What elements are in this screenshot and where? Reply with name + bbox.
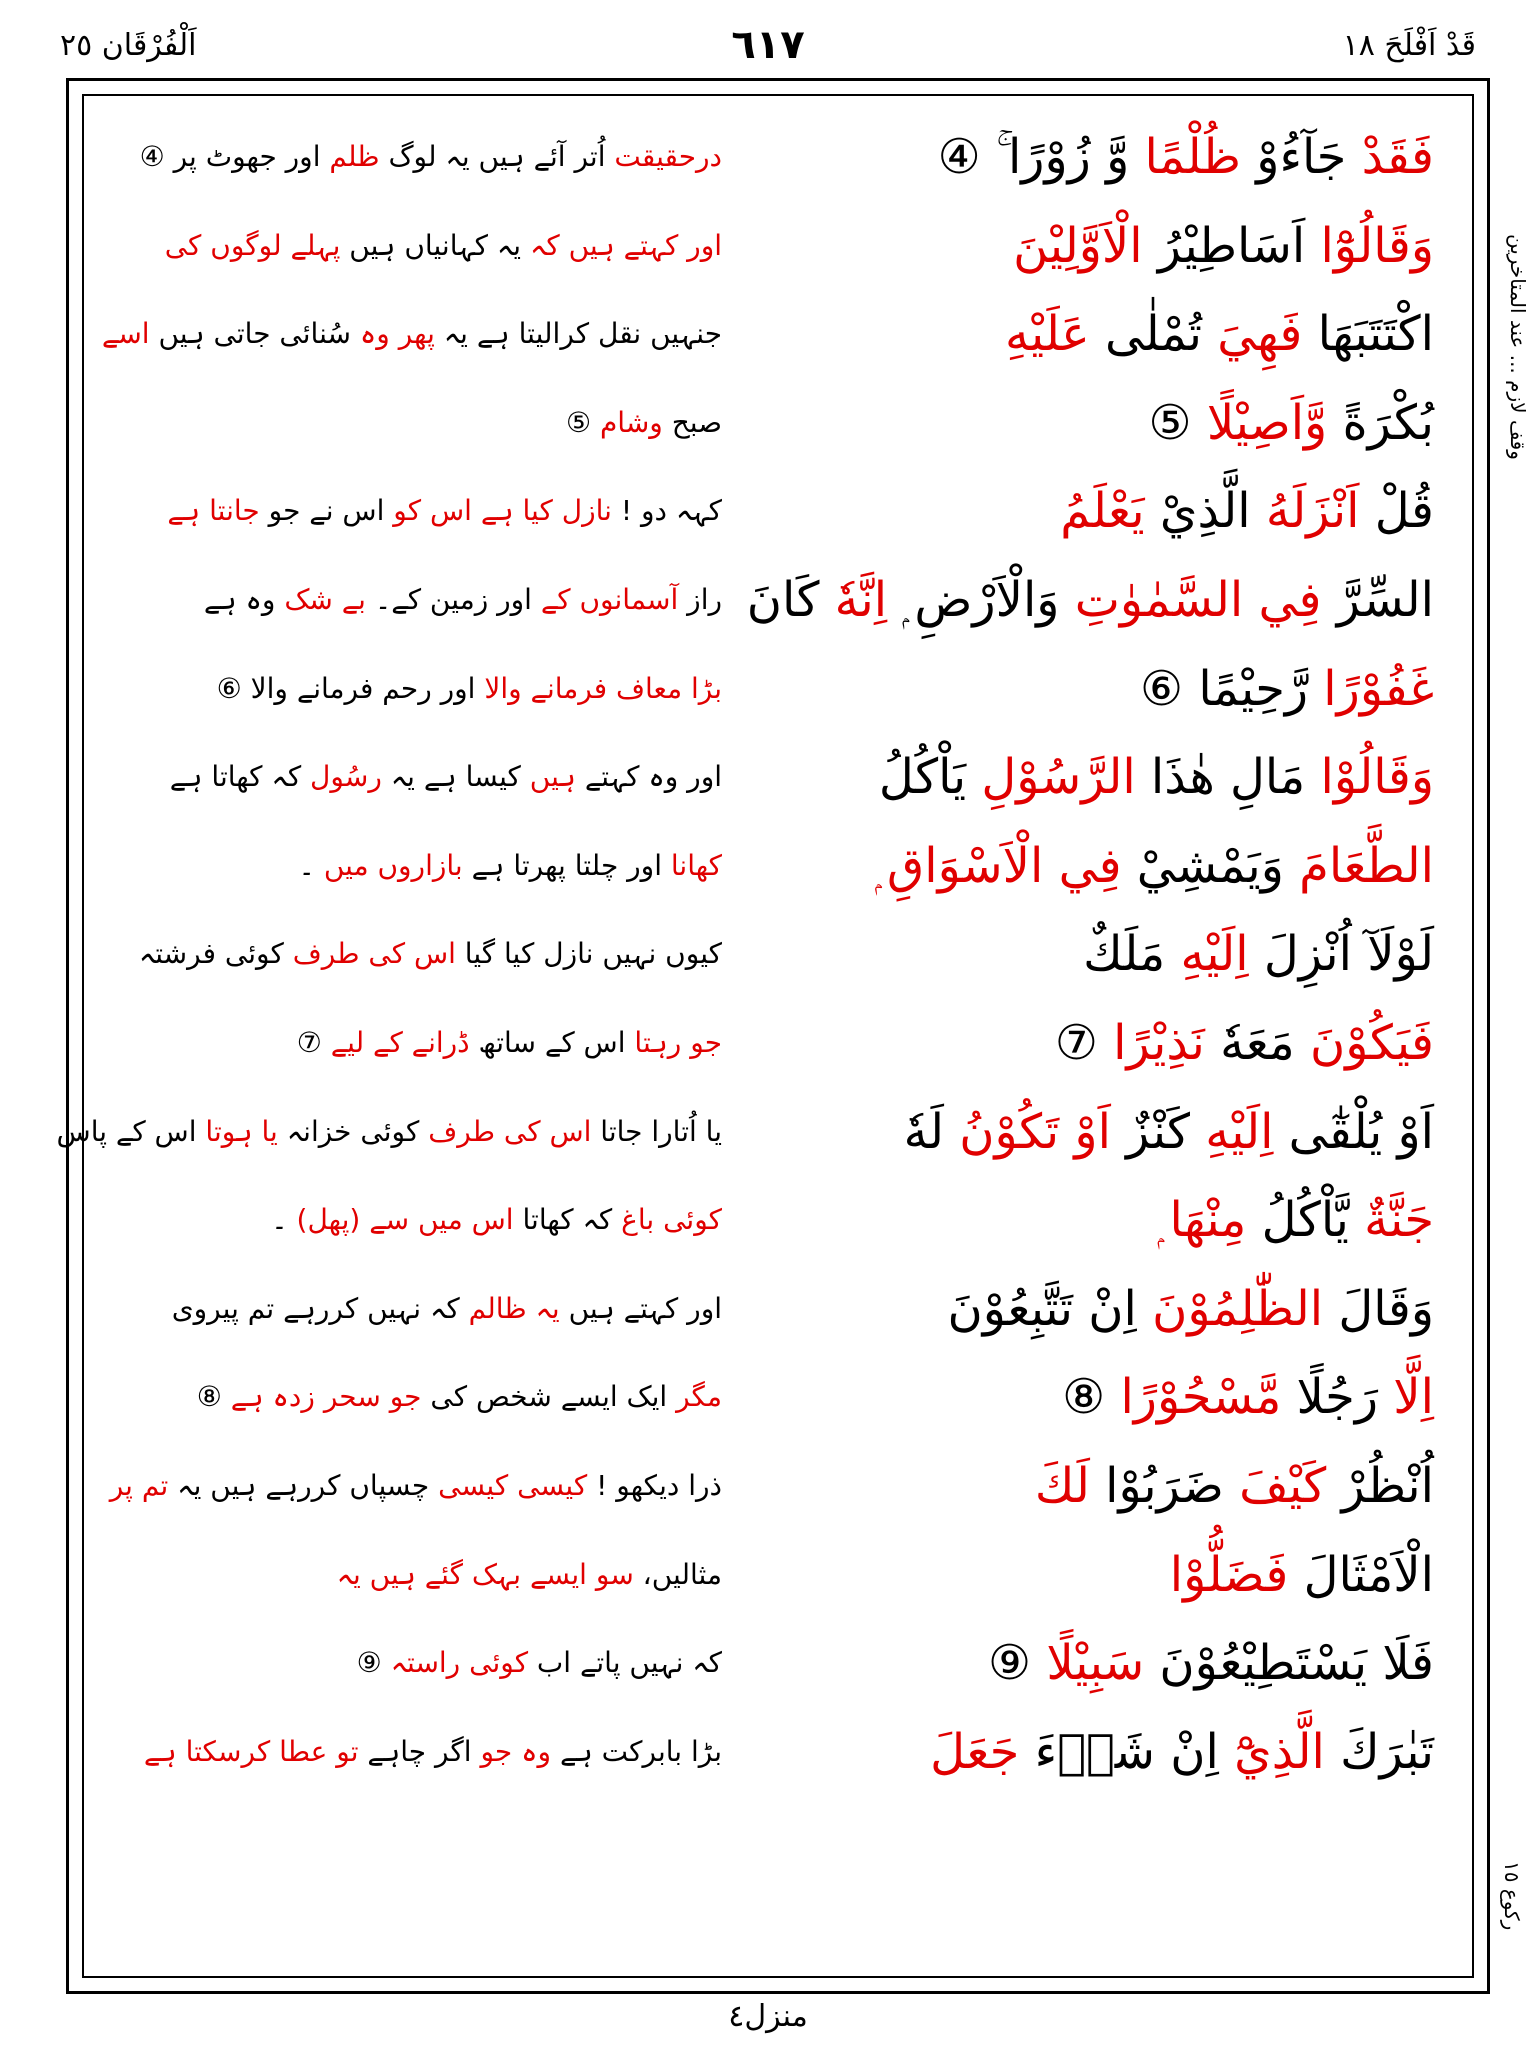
urdu-segment: یہ کہانیاں ہیں bbox=[340, 228, 522, 262]
arabic-segment: وَّاَصِيْلًا bbox=[1191, 394, 1328, 451]
urdu-segment: آسمانوں کے bbox=[531, 583, 679, 616]
urdu-segment: اس کے پاس bbox=[56, 1114, 197, 1148]
urdu-segment: ایک ایسے شخص کی bbox=[421, 1380, 668, 1414]
urdu-translation-line bbox=[122, 1000, 722, 1086]
arabic-segment: ظُلْمًا bbox=[1129, 129, 1241, 185]
arabic-segment: لَهٗ bbox=[903, 1103, 944, 1160]
verse-row bbox=[82, 734, 1474, 820]
arabic-segment: كَيْفَ bbox=[1223, 1458, 1327, 1514]
urdu-translation-line bbox=[109, 1443, 722, 1529]
urdu-segment: مگر bbox=[667, 1380, 722, 1414]
urdu-segment: کیسی کیسی bbox=[429, 1469, 588, 1502]
urdu-segment: تو عطا کرسکتا ہے bbox=[143, 1734, 359, 1768]
arabic-segment: اَوْ تَكُوْنُ bbox=[943, 1103, 1111, 1160]
arabic-segment: فِي السَّمٰوٰتِ bbox=[1059, 572, 1322, 628]
urdu-segment: صبح bbox=[662, 405, 722, 439]
arabic-segment: اِنَّهٗ bbox=[819, 572, 888, 628]
arabic-segment: اُنْظُرْ bbox=[1326, 1458, 1434, 1514]
urdu-segment: ظلم bbox=[320, 140, 380, 173]
urdu-segment: ⑧ bbox=[196, 1380, 222, 1414]
arabic-line bbox=[754, 911, 1434, 997]
urdu-segment: اور کہتے ہیں کہ bbox=[521, 228, 722, 262]
arabic-segment: ضَرَبُوْا bbox=[1089, 1458, 1224, 1514]
verse-row bbox=[82, 557, 1474, 643]
urdu-segment: کہہ دو ! bbox=[611, 494, 722, 528]
arabic-line bbox=[754, 1532, 1434, 1618]
urdu-segment: جو رہتا bbox=[625, 1026, 722, 1059]
urdu-segment: کوئی باغ bbox=[612, 1203, 722, 1237]
arabic-segment: تَبٰرَكَ bbox=[1324, 1723, 1434, 1780]
arabic-segment: وَالْاَرْضِ ۭ bbox=[887, 572, 1060, 628]
arabic-line bbox=[754, 1000, 1434, 1086]
arabic-line bbox=[754, 468, 1434, 554]
urdu-segment: اس میں سے (پھل) bbox=[296, 1203, 514, 1237]
urdu-segment: اور جھوٹ پر ④ bbox=[139, 140, 321, 173]
arabic-segment: وَقَالُوْا bbox=[1305, 749, 1434, 806]
urdu-segment: کوئی فرشتہ bbox=[138, 937, 284, 971]
arabic-segment: مِنْهَا ۭ bbox=[1157, 1192, 1247, 1249]
urdu-segment: اسے bbox=[101, 317, 150, 351]
verse-row bbox=[82, 911, 1474, 997]
urdu-translation-line bbox=[122, 823, 722, 909]
arabic-line bbox=[754, 203, 1434, 289]
arabic-segment: ⑦ bbox=[1054, 1015, 1098, 1071]
arabic-segment: مَعَهٗ bbox=[1204, 1015, 1295, 1071]
arabic-segment: وَقَالَ bbox=[1323, 1280, 1434, 1337]
verse-row bbox=[82, 646, 1474, 732]
arabic-segment: كَانَ bbox=[746, 572, 820, 628]
urdu-segment: اس کے ساتھ bbox=[469, 1026, 626, 1059]
urdu-segment: وہ جو bbox=[471, 1734, 552, 1768]
urdu-translation-line bbox=[122, 1354, 722, 1440]
verse-row bbox=[82, 1532, 1474, 1618]
urdu-segment: یا اُتارا جاتا bbox=[591, 1114, 722, 1148]
urdu-segment: کیوں نہیں نازل کیا گیا bbox=[455, 937, 722, 971]
urdu-segment: بڑا معاف فرمانے والا bbox=[475, 671, 722, 705]
urdu-segment: کھانا bbox=[662, 848, 722, 882]
verse-row bbox=[82, 1443, 1474, 1529]
arabic-segment: اِنْ تَتَّبِعُوْنَ bbox=[947, 1280, 1137, 1337]
verse-row bbox=[82, 380, 1474, 466]
urdu-segment: ڈرانے کے لیے bbox=[321, 1026, 470, 1059]
arabic-segment: فَيَكُوْنَ bbox=[1294, 1015, 1434, 1071]
arabic-line bbox=[754, 823, 1434, 909]
margin-note-top: وقف لازم ... عند المتاخرین bbox=[1506, 234, 1530, 460]
urdu-segment: اور کہتے ہیں bbox=[559, 1291, 722, 1325]
urdu-translation-line bbox=[122, 114, 722, 200]
header-surah-juz: قَدْ اَفْلَحَ ١٨ bbox=[1342, 28, 1476, 63]
footer-manzil: منزل٤ bbox=[728, 1999, 808, 2034]
arabic-segment: مَلَكٌ bbox=[1083, 926, 1166, 983]
arabic-segment: مَّسْحُوْرًا bbox=[1105, 1369, 1282, 1426]
arabic-segment: يَاْكُلُ bbox=[878, 749, 967, 806]
urdu-segment: کہ کھاتا bbox=[513, 1203, 613, 1237]
arabic-line bbox=[746, 557, 1434, 643]
verse-row bbox=[82, 203, 1474, 289]
urdu-translation-line bbox=[122, 911, 722, 997]
arabic-segment: ⑧ bbox=[1062, 1369, 1106, 1426]
arabic-segment: فِي الْاَسْوَاقِ bbox=[875, 837, 1122, 894]
urdu-segment: اور وہ کہتے bbox=[575, 760, 722, 794]
urdu-translation-line bbox=[122, 1532, 722, 1618]
urdu-translation-line bbox=[122, 1709, 722, 1795]
arabic-segment: يَعْلَمُ bbox=[1060, 483, 1145, 540]
arabic-segment: لَوْلَآ اُنْزِلَ bbox=[1248, 926, 1434, 983]
urdu-translation-line bbox=[122, 203, 722, 289]
arabic-segment: جَآءُوْ bbox=[1241, 129, 1347, 185]
arabic-segment: ⑤ bbox=[1148, 394, 1192, 451]
arabic-segment: اِنْ شَاۗءَ bbox=[1019, 1723, 1219, 1780]
urdu-segment: کہ نہیں پاتے اب bbox=[528, 1646, 722, 1680]
urdu-segment: اس کی طرف bbox=[419, 1114, 592, 1148]
urdu-segment: جو سحر زدہ ہے bbox=[221, 1380, 422, 1414]
urdu-segment: درحقیقت bbox=[605, 140, 722, 173]
arabic-segment: لَكَ bbox=[1034, 1458, 1090, 1514]
urdu-segment: رسُول bbox=[301, 760, 382, 794]
arabic-segment: عَلَيْهِ bbox=[1004, 306, 1090, 363]
margin-note-ruku: رکوع ١٥ bbox=[1500, 1860, 1524, 1930]
urdu-segment: پہلے لوگوں کی bbox=[164, 228, 341, 262]
arabic-segment: نَذِيْرًا bbox=[1097, 1015, 1205, 1071]
arabic-line bbox=[754, 1443, 1434, 1529]
arabic-line bbox=[754, 1089, 1434, 1175]
verse-row bbox=[82, 291, 1474, 377]
urdu-segment: کہ نہیں کررہے تم پیروی bbox=[171, 1291, 460, 1325]
urdu-segment: ۔ bbox=[271, 1203, 297, 1237]
arabic-segment: وَّ زُوْرًا ۚ ④ bbox=[937, 129, 1130, 185]
urdu-segment: وہ ہے bbox=[203, 583, 276, 616]
arabic-segment: اِلَيْهِ bbox=[1189, 1103, 1274, 1160]
urdu-segment: کوئی خزانہ bbox=[277, 1114, 420, 1148]
arabic-segment: غَفُوْرًا bbox=[1308, 660, 1434, 717]
urdu-segment: اُتر آئے ہیں یہ لوگ bbox=[379, 140, 606, 173]
arabic-segment: اكْتَتَبَهَا bbox=[1302, 306, 1434, 363]
verse-row bbox=[82, 1000, 1474, 1086]
arabic-segment: الَّذِيْٓ bbox=[1218, 1723, 1325, 1780]
urdu-segment: مثالیں، bbox=[633, 1557, 722, 1591]
urdu-segment: کوئی راستہ bbox=[381, 1646, 529, 1680]
urdu-translation-line bbox=[122, 557, 722, 643]
urdu-segment: ⑦ bbox=[296, 1026, 322, 1059]
urdu-segment: چسپاں کررہے ہیں یہ bbox=[168, 1469, 430, 1502]
arabic-segment: السِّرَّ bbox=[1321, 572, 1434, 628]
arabic-segment: اِلَيْهِ bbox=[1165, 926, 1249, 983]
arabic-segment: الرَّسُوْلِ bbox=[966, 749, 1136, 806]
urdu-segment: بازاروں میں bbox=[323, 848, 463, 882]
arabic-segment: الْاَوَّلِيْنَ bbox=[1013, 217, 1143, 274]
urdu-translation-line bbox=[122, 468, 722, 554]
urdu-segment: اس نے جو bbox=[259, 494, 385, 528]
verse-row bbox=[82, 114, 1474, 200]
verse-row bbox=[82, 1266, 1474, 1352]
urdu-segment: سُنائی جاتی ہیں bbox=[149, 317, 351, 351]
verse-row bbox=[82, 823, 1474, 909]
urdu-translation-line bbox=[56, 1089, 722, 1175]
arabic-segment: قُلْ bbox=[1359, 483, 1434, 540]
arabic-segment: الظّٰلِمُوْنَ bbox=[1136, 1280, 1324, 1337]
arabic-line bbox=[754, 1709, 1434, 1795]
header-surah-name: اَلْفُرْقَان ٢٥ bbox=[60, 28, 197, 63]
urdu-translation-line bbox=[122, 734, 722, 820]
verse-row bbox=[82, 468, 1474, 554]
urdu-segment: اور رحم فرمانے والا ⑥ bbox=[216, 671, 476, 705]
verse-row bbox=[82, 1620, 1474, 1706]
urdu-segment: ⑨ bbox=[356, 1646, 382, 1680]
arabic-segment: ⑨ bbox=[988, 1635, 1032, 1692]
arabic-segment: اِلَّا bbox=[1378, 1369, 1434, 1426]
arabic-segment: الْاَمْثَالَ bbox=[1288, 1546, 1434, 1603]
arabic-segment: اَسَاطِيْرُ bbox=[1142, 217, 1306, 274]
page-number: ٦١٧ bbox=[731, 22, 805, 68]
arabic-segment: رَّحِيْمًا ⑥ bbox=[1140, 660, 1309, 717]
verse-row bbox=[82, 1709, 1474, 1795]
arabic-segment: فَضَلُّوْا bbox=[1169, 1546, 1289, 1603]
arabic-line bbox=[754, 1354, 1434, 1440]
urdu-segment: یہ ظالم bbox=[459, 1291, 560, 1325]
arabic-segment: الَّذِيْ bbox=[1144, 483, 1251, 540]
urdu-segment: ۔ bbox=[298, 848, 324, 882]
arabic-segment: وَقَالُوْٓا bbox=[1305, 217, 1434, 274]
verse-row bbox=[82, 1354, 1474, 1440]
arabic-segment: سَبِيْلًا bbox=[1031, 1635, 1145, 1692]
arabic-segment: جَعَلَ bbox=[930, 1723, 1020, 1780]
arabic-segment: جَنَّةٌ bbox=[1348, 1192, 1434, 1249]
urdu-segment: وشام bbox=[591, 405, 663, 439]
arabic-line bbox=[754, 1266, 1434, 1352]
arabic-line bbox=[754, 734, 1434, 820]
urdu-translation-line bbox=[122, 646, 722, 732]
verse-row bbox=[56, 1089, 1474, 1175]
urdu-segment: اور زمین کے۔ bbox=[365, 583, 532, 616]
arabic-segment: الطَّعَامَ bbox=[1283, 837, 1434, 894]
arabic-line bbox=[754, 291, 1434, 377]
urdu-segment: تم پر bbox=[109, 1469, 169, 1502]
urdu-segment: کیسا ہے یہ bbox=[381, 760, 521, 794]
urdu-segment: ذرا دیکھو ! bbox=[587, 1469, 722, 1502]
urdu-segment: پھر وہ bbox=[350, 317, 435, 351]
arabic-segment: كَنْزٌ bbox=[1110, 1103, 1190, 1160]
urdu-segment: بڑا بابرکت ہے bbox=[551, 1734, 722, 1768]
urdu-translation-line bbox=[101, 291, 722, 377]
urdu-segment: جانتا ہے bbox=[167, 494, 260, 528]
urdu-segment: بے شک bbox=[275, 583, 366, 616]
urdu-translation-line bbox=[122, 380, 722, 466]
arabic-segment: يَّاْكُلُ bbox=[1246, 1192, 1349, 1249]
arabic-segment: تُمْلٰى bbox=[1089, 306, 1202, 363]
urdu-segment: کہ کھاتا ہے bbox=[169, 760, 302, 794]
arabic-segment: بُكْرَةً bbox=[1327, 394, 1434, 451]
arabic-segment: رَجُلًا bbox=[1281, 1369, 1379, 1426]
arabic-line bbox=[754, 1177, 1434, 1263]
urdu-segment: اس کی طرف bbox=[283, 937, 456, 971]
urdu-segment: ⑤ bbox=[565, 405, 592, 439]
urdu-segment: نازل کیا ہے اس کو bbox=[384, 494, 612, 528]
arabic-segment: اَنْزَلَهُ bbox=[1250, 483, 1360, 540]
arabic-segment: مَالِ هٰذَا bbox=[1135, 749, 1306, 806]
urdu-segment: اور چلتا پھرتا ہے bbox=[462, 848, 662, 882]
arabic-segment: وَيَمْشِيْ bbox=[1121, 837, 1284, 894]
urdu-translation-line bbox=[122, 1620, 722, 1706]
arabic-line bbox=[754, 1620, 1434, 1706]
urdu-segment: یا ہوتا bbox=[196, 1114, 278, 1148]
arabic-line bbox=[754, 114, 1434, 200]
urdu-segment: راز bbox=[678, 583, 722, 616]
arabic-line bbox=[754, 646, 1434, 732]
urdu-translation-line bbox=[122, 1177, 722, 1263]
urdu-segment: جنہیں نقل کرالیتا ہے یہ bbox=[434, 317, 722, 351]
urdu-segment: ہیں bbox=[520, 760, 576, 794]
arabic-segment: فَهِيَ bbox=[1202, 306, 1303, 363]
arabic-segment: اَوْ يُلْقٰٓى bbox=[1273, 1103, 1434, 1160]
urdu-segment: اگر چاہے bbox=[358, 1734, 472, 1768]
urdu-segment: سو ایسے بہک گئے ہیں یہ bbox=[336, 1557, 634, 1591]
arabic-line bbox=[754, 380, 1434, 466]
verse-row bbox=[82, 1177, 1474, 1263]
arabic-segment: فَلَا يَسْتَطِيْعُوْنَ bbox=[1144, 1635, 1434, 1692]
urdu-translation-line bbox=[122, 1266, 722, 1352]
arabic-segment: فَقَدْ bbox=[1346, 129, 1434, 185]
